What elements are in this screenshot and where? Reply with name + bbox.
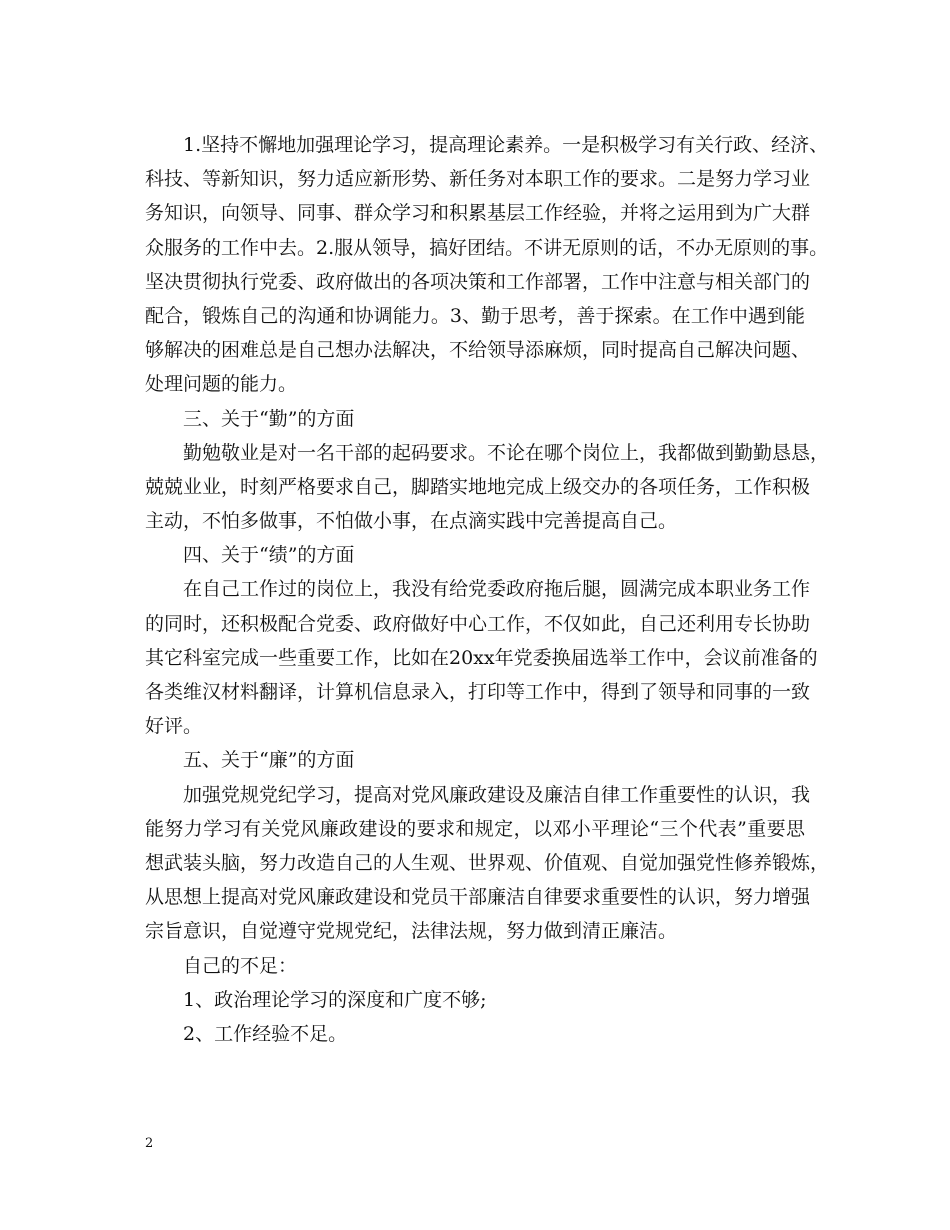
text-line: 五、关于“廉”的方面	[183, 749, 355, 772]
text-line: 从思想上提高对党风廉政建设和党员干部廉洁自律要求重要性的认识，努力增强	[145, 886, 811, 909]
text-line: 1.坚持不懈地加强理论学习，提高理论素养。一是积极学习有关行政、经济、	[183, 134, 829, 156]
text-line: 兢兢业业，时刻严格要求自己，脚踏实地地完成上级交办的各项任务，工作积极	[145, 475, 811, 498]
document-body	[145, 128, 830, 1051]
text-line: 在自己工作过的岗位上，我没有给党委政府拖后腿，圆满完成本职业务工作	[183, 578, 811, 601]
text-line: 想武装头脑，努力改造自己的人生观、世界观、价值观、自觉加强党性修养锻炼，	[145, 851, 830, 874]
text-line: 科技、等新知识，努力适应新形势、新任务对本职工作的要求。二是努力学习业	[145, 168, 811, 191]
text-line: 够解决的困难总是自己想办法解决，不给领导添麻烦，同时提高自己解决问题、	[145, 339, 811, 362]
text-line: 自己的不足：	[183, 954, 298, 977]
text-line: 勤勉敬业是对一名干部的起码要求。不论在哪个岗位上，我都做到勤勤恳恳，	[183, 441, 830, 464]
page-number: 2	[145, 1136, 154, 1151]
text-line: 三、关于“勤”的方面	[183, 407, 355, 430]
text-line: 宗旨意识，自觉遵守党规党纪，法律法规，努力做到清正廉洁。	[145, 920, 678, 943]
text-line: 主动，不怕多做事，不怕做小事，在点滴实践中完善提高自己。	[145, 510, 678, 533]
text-line: 2、工作经验不足。	[183, 1022, 348, 1045]
text-line: 众服务的工作中去。2.服从领导，搞好团结。不讲无原则的话，不办无原则的事。	[145, 236, 829, 259]
text-line: 务知识，向领导、同事、群众学习和积累基层工作经验，并将之运用到为广大群	[145, 202, 811, 225]
text-line: 1、政治理论学习的深度和广度不够;	[183, 988, 487, 1011]
text-line: 四、关于“绩”的方面	[183, 544, 355, 567]
text-line: 其它科室完成一些重要工作，比如在20xx年党委换届选举工作中，会议前准备的	[145, 646, 818, 669]
text-line: 各类维汉材料翻译，计算机信息录入，打印等工作中，得到了领导和同事的一致	[145, 681, 811, 703]
text-line: 的同时，还积极配合党委、政府做好中心工作，不仅如此，自己还利用专长协助	[145, 612, 811, 635]
text-line: 坚决贯彻执行党委、政府做出的各项决策和工作部署，工作中注意与相关部门的	[145, 270, 811, 293]
text-line: 好评。	[145, 715, 203, 738]
text-line: 能努力学习有关党风廉政建设的要求和规定，以邓小平理论“三个代表”重要思	[145, 817, 805, 840]
text-line: 加强党规党纪学习，提高对党风廉政建设及廉洁自律工作重要性的认识，我	[183, 783, 811, 806]
text-line: 处理问题的能力。	[145, 373, 298, 396]
text-line: 配合，锻炼自己的沟通和协调能力。3、勤于思考，善于探索。在工作中遇到能	[145, 304, 805, 327]
